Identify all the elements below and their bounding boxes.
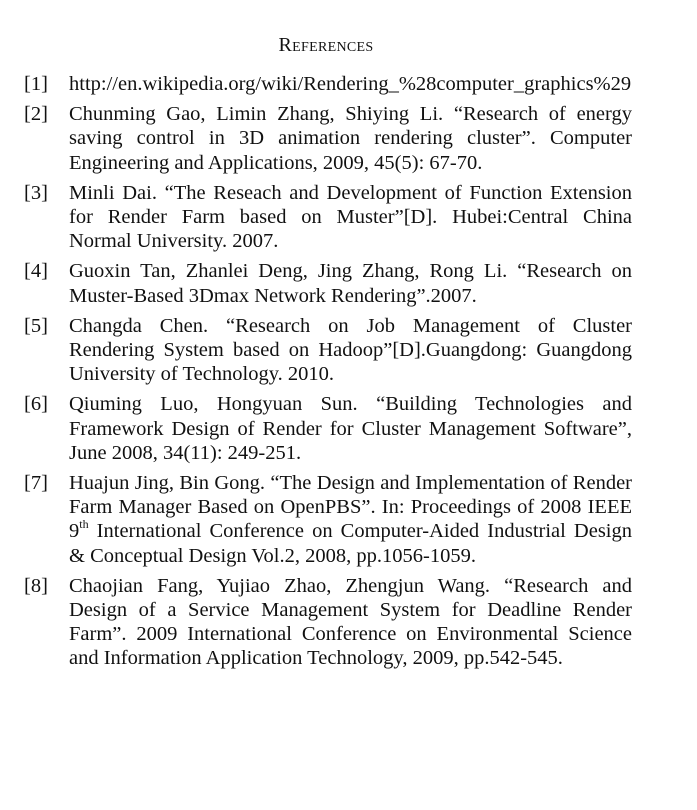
reference-item	[24, 72, 632, 96]
reference-text	[69, 471, 632, 568]
reference-item	[24, 574, 632, 671]
reference-item	[24, 314, 632, 387]
references-heading: References	[278, 34, 374, 56]
reference-text: Minli Dai. “The Reseach and Development of Function Extension for Render Farm based on Muster”[D]. Hubei:Central China Normal University. 2007.	[69, 181, 632, 253]
reference-number: [7]	[24, 472, 48, 495]
reference-number: [1]	[24, 73, 48, 95]
reference-item	[24, 259, 632, 307]
reference-number: [3]	[24, 181, 48, 204]
reference-text: Changda Chen. “Research on Job Management of Cluster Rendering System based on Hadoop”[D].Guangdong: Guangdong University of Technology. 2010.	[69, 314, 632, 386]
reference-text: Chunming Gao, Limin Zhang, Shiying Li. “Research of energy saving control in 3D animation rendering cluster”. Computer Engineering and Applications, 2009, 45(5): 67-70.	[69, 103, 632, 174]
reference-number: [2]	[24, 103, 48, 126]
reference-item	[24, 392, 632, 465]
reference-item	[24, 471, 632, 568]
reference-list	[24, 72, 632, 677]
reference-number: [4]	[24, 260, 48, 283]
reference-number: [6]	[24, 393, 48, 416]
reference-item	[24, 181, 632, 254]
reference-number: [5]	[24, 314, 48, 337]
reference-number: [8]	[24, 574, 48, 597]
reference-text: http://en.wikipedia.org/wiki/Rendering_%28computer_graphics%29	[69, 73, 632, 95]
reference-text-part: International Conference on Computer-Aided Industrial Design & Conceptual Design Vol.2, 2008, pp.1056-1059.	[69, 520, 632, 567]
reference-text-part: Huajun Jing, Bin Gong. “The Design and Implementation of Render Farm Manager Based on OpenPBS”. In: Proceedings of 2008 IEEE 9	[69, 472, 632, 543]
reference-item	[24, 102, 632, 175]
reference-text: Chaojian Fang, Yujiao Zhao, Zhengjun Wang. “Research and Design of a Service Management System for Deadline Render Farm”. 2009 International Conference on Environmental Science and Information Application Technology, 2009, pp.542-545.	[69, 574, 632, 670]
ordinal-superscript: th	[79, 516, 89, 531]
reference-text: Guoxin Tan, Zhanlei Deng, Jing Zhang, Rong Li. “Research on Muster-Based 3Dmax Network Rendering”.2007.	[69, 260, 632, 307]
reference-text: Qiuming Luo, Hongyuan Sun. “Building Technologies and Framework Design of Render for Cluster Management Software”, June 2008, 34(11): 249-251.	[69, 393, 632, 464]
